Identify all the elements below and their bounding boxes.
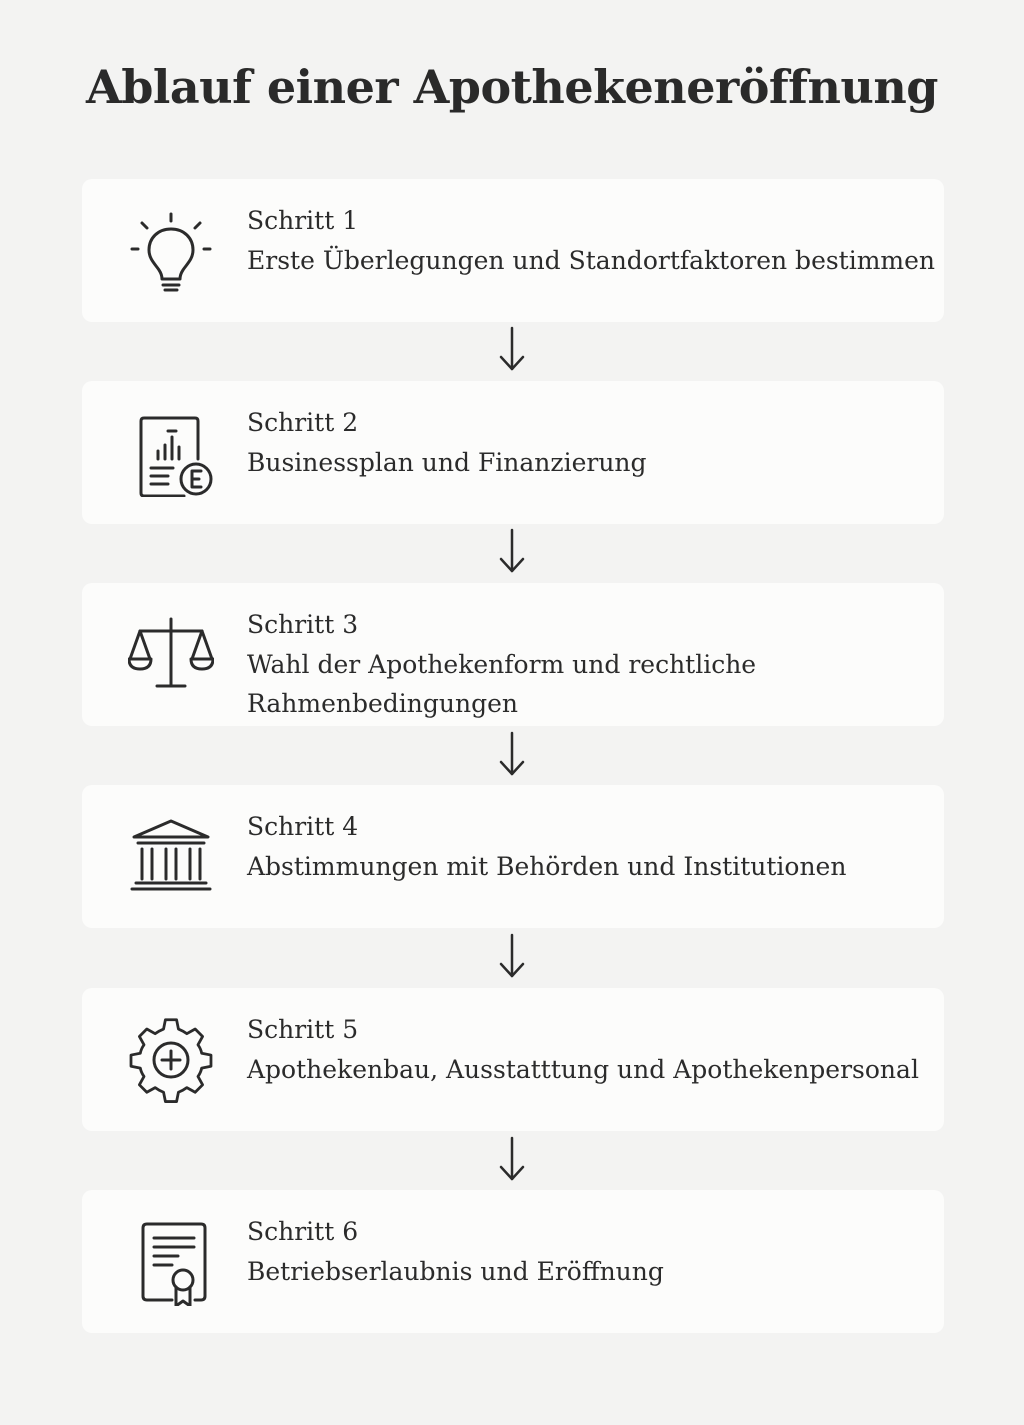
- institution-building-icon: [128, 815, 214, 901]
- arrow-down-icon: [496, 325, 528, 375]
- gear-plus-icon: [128, 1018, 214, 1104]
- step-label: Schritt 5: [247, 1015, 359, 1044]
- step-label: Schritt 2: [247, 408, 359, 437]
- page-title: Ablauf einer Apothekeneröffnung: [86, 60, 938, 114]
- step-card-3: [82, 583, 944, 726]
- step-description: Betriebserlaubnis und Eröffnung: [247, 1257, 664, 1286]
- step-card-6: [82, 1190, 944, 1333]
- step-card-4: [82, 785, 944, 928]
- certificate-icon: [128, 1220, 214, 1306]
- arrow-down-icon: [496, 1135, 528, 1185]
- step-label: Schritt 1: [247, 206, 359, 235]
- step-label: Schritt 6: [247, 1217, 359, 1246]
- arrow-down-icon: [496, 527, 528, 577]
- scales-icon: [128, 613, 214, 699]
- step-description: Apothekenbau, Ausstatttung und Apothekenpersonal: [247, 1055, 919, 1084]
- business-plan-euro-icon: [128, 411, 214, 497]
- step-description: Abstimmungen mit Behörden und Institutionen: [247, 852, 847, 881]
- step-label: Schritt 4: [247, 812, 359, 841]
- step-card-1: [82, 179, 944, 322]
- lightbulb-icon: [128, 209, 214, 295]
- step-card-2: [82, 381, 944, 524]
- step-description: Erste Überlegungen und Standortfaktoren bestimmen: [247, 246, 936, 275]
- step-label: Schritt 3: [247, 610, 359, 639]
- step-description: Wahl der Apothekenform und rechtliche Rahmenbedingungen: [247, 650, 757, 718]
- arrow-down-icon: [496, 932, 528, 982]
- arrow-down-icon: [496, 730, 528, 780]
- step-card-5: [82, 988, 944, 1131]
- step-description: Businessplan und Finanzierung: [247, 448, 647, 477]
